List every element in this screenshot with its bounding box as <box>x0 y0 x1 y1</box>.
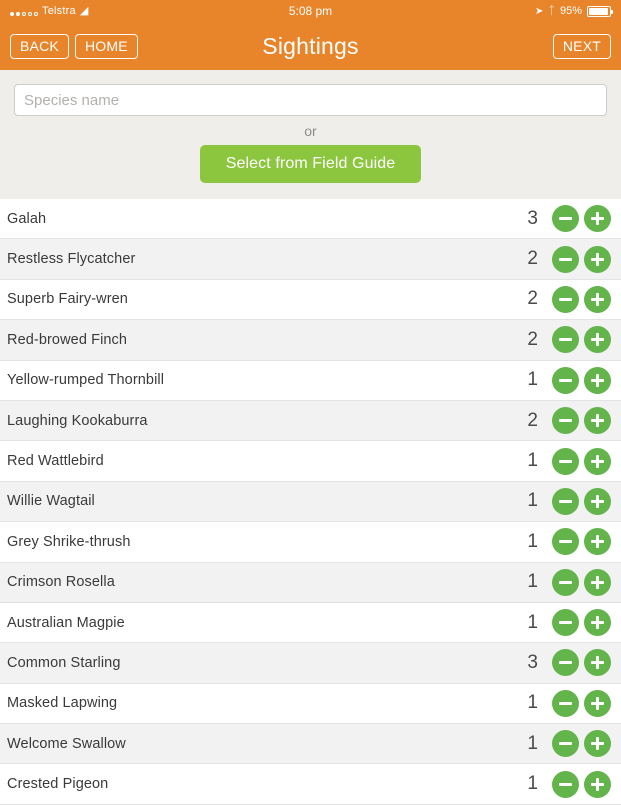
plus-circle-icon[interactable] <box>584 730 611 757</box>
location-arrow-icon: ➤ <box>534 5 544 17</box>
plus-circle-icon[interactable] <box>584 448 611 475</box>
minus-circle-icon[interactable] <box>552 771 579 798</box>
species-count-value: 2 <box>527 288 538 310</box>
status-bar <box>0 0 621 22</box>
nav-right-group <box>553 34 611 59</box>
minus-circle-icon[interactable] <box>552 569 579 596</box>
status-bar-left <box>10 5 88 17</box>
plus-circle-icon[interactable] <box>584 205 611 232</box>
table-row[interactable] <box>0 764 621 804</box>
species-name-label: Crested Pigeon <box>7 776 109 793</box>
status-bar-clock: 5:08 pm <box>288 4 333 18</box>
table-row[interactable] <box>0 603 621 643</box>
table-row[interactable] <box>0 684 621 724</box>
species-count-value: 1 <box>527 490 538 512</box>
plus-circle-icon[interactable] <box>584 488 611 515</box>
species-count-value: 1 <box>527 450 538 472</box>
species-name-label: Galah <box>7 210 47 227</box>
status-bar-right <box>535 5 611 17</box>
next-button[interactable]: NEXT <box>553 34 611 59</box>
battery-percent-label: 95% <box>559 5 582 17</box>
nav-left-group <box>10 34 138 59</box>
table-row[interactable] <box>0 441 621 481</box>
species-count-value: 2 <box>527 409 538 431</box>
plus-circle-icon[interactable] <box>584 528 611 555</box>
species-name-label: Willie Wagtail <box>7 493 95 510</box>
table-row[interactable] <box>0 239 621 279</box>
species-count-value: 1 <box>527 611 538 633</box>
table-row[interactable] <box>0 199 621 239</box>
plus-circle-icon[interactable] <box>584 649 611 676</box>
species-name-label: Grey Shrike-thrush <box>7 533 131 550</box>
plus-circle-icon[interactable] <box>584 609 611 636</box>
species-name-label: Australian Magpie <box>7 614 125 631</box>
minus-circle-icon[interactable] <box>552 448 579 475</box>
species-name-label: Red Wattlebird <box>7 453 104 470</box>
minus-circle-icon[interactable] <box>552 488 579 515</box>
home-button[interactable]: HOME <box>75 34 138 59</box>
select-from-field-guide-button[interactable]: Select from Field Guide <box>200 145 421 183</box>
cellular-signal-icon <box>10 7 38 16</box>
species-count-value: 3 <box>527 651 538 673</box>
species-name-label: Common Starling <box>7 654 121 671</box>
table-row[interactable] <box>0 401 621 441</box>
table-row[interactable] <box>0 522 621 562</box>
species-count-value: 2 <box>527 248 538 270</box>
minus-circle-icon[interactable] <box>552 205 579 232</box>
table-row[interactable] <box>0 320 621 360</box>
minus-circle-icon[interactable] <box>552 528 579 555</box>
species-count-value: 1 <box>527 369 538 391</box>
minus-circle-icon[interactable] <box>552 609 579 636</box>
page-title: Sightings <box>262 32 359 59</box>
species-count-value: 1 <box>527 571 538 593</box>
table-row[interactable] <box>0 724 621 764</box>
battery-icon <box>587 6 611 17</box>
minus-circle-icon[interactable] <box>552 730 579 757</box>
plus-circle-icon[interactable] <box>584 407 611 434</box>
species-count-value: 1 <box>527 530 538 552</box>
plus-circle-icon[interactable] <box>584 771 611 798</box>
species-name-label: Yellow-rumped Thornbill <box>7 372 165 389</box>
minus-circle-icon[interactable] <box>552 407 579 434</box>
plus-circle-icon[interactable] <box>584 326 611 353</box>
minus-circle-icon[interactable] <box>552 246 579 273</box>
species-name-label: Superb Fairy-wren <box>7 291 128 308</box>
species-count-value: 1 <box>527 732 538 754</box>
species-count-value: 2 <box>527 328 538 350</box>
species-name-label: Red-browed Finch <box>7 331 128 348</box>
minus-circle-icon[interactable] <box>552 286 579 313</box>
species-name-label: Laughing Kookaburra <box>7 412 148 429</box>
plus-circle-icon[interactable] <box>584 569 611 596</box>
table-row[interactable] <box>0 482 621 522</box>
bluetooth-icon: ᛏ <box>548 5 555 17</box>
species-name-label: Crimson Rosella <box>7 574 115 591</box>
species-search-panel <box>0 70 621 199</box>
species-name-label: Restless Flycatcher <box>7 251 136 268</box>
back-button[interactable]: BACK <box>10 34 69 59</box>
table-row[interactable] <box>0 361 621 401</box>
minus-circle-icon[interactable] <box>552 649 579 676</box>
minus-circle-icon[interactable] <box>552 367 579 394</box>
plus-circle-icon[interactable] <box>584 246 611 273</box>
species-count-value: 3 <box>527 207 538 229</box>
species-count-value: 1 <box>527 692 538 714</box>
minus-circle-icon[interactable] <box>552 326 579 353</box>
species-name-input[interactable] <box>14 84 607 116</box>
carrier-label: Telstra <box>42 5 76 17</box>
table-row[interactable] <box>0 643 621 683</box>
table-row[interactable] <box>0 280 621 320</box>
species-count-value: 1 <box>527 773 538 795</box>
or-separator-label: or <box>304 123 317 139</box>
plus-circle-icon[interactable] <box>584 286 611 313</box>
species-name-label: Welcome Swallow <box>7 735 126 752</box>
plus-circle-icon[interactable] <box>584 367 611 394</box>
sightings-list[interactable] <box>0 199 621 805</box>
species-name-label: Masked Lapwing <box>7 695 118 712</box>
minus-circle-icon[interactable] <box>552 690 579 717</box>
navigation-bar <box>0 22 621 70</box>
plus-circle-icon[interactable] <box>584 690 611 717</box>
table-row[interactable] <box>0 563 621 603</box>
wifi-icon: ◢ <box>79 4 89 17</box>
